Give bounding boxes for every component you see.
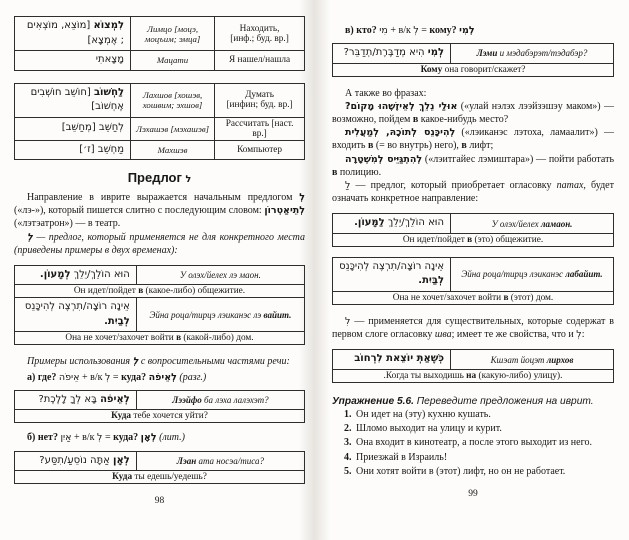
text-run: и мэдабэрэт/тэдабэр? [497,48,588,59]
preposition-note [14,231,305,257]
translit-cell: У олэх/йелех лэ маон. [136,265,304,285]
hebrew-sentence: הִיא מְדַבֶּרֶת/תְדַבֵּר? [343,47,428,59]
item-number: 4. [344,451,352,463]
exercise-item-5 [332,465,614,479]
text-run: Примеры использования [27,356,133,368]
text-run: — предлог, который применяется не для конкретного места (приведены примеры в двух временах): [14,231,305,256]
russian-line: [инфин; буд. вр.] [226,100,293,110]
lamed-letter: לִ [345,315,351,327]
hebrew-word: אַיִן [60,432,72,444]
text-run: + в/к [74,432,95,444]
table-row [333,44,614,64]
table-row [333,350,614,370]
text-run: тебе хочется уйти? [131,411,208,422]
page-number-left: 98 [154,496,165,506]
item-text: Она входит в кинотеатр, а после этого выходит из него. [353,437,592,449]
hebrew-cell [15,451,137,471]
hebrew-cell: מַחְשֵׁב [ז׳] [15,140,131,160]
text-run: ты едешь/уедешь? [132,472,207,482]
russian-cell [215,83,305,117]
text-run: ба лэха лалэхэт? [201,395,269,406]
verb-table-think [14,83,305,161]
hebrew-word: לְבַּיִת. [418,275,445,287]
hebrew-forms: [מוֹצֵא, מוֹצְאִים ; אֶמְצָא] [26,20,124,46]
exercise-item-4 [332,451,614,465]
hebrew-word: לְבַיִת. [104,315,130,327]
lamed-letter: לַ [345,180,351,191]
heading-text: Предлог [127,170,186,185]
text-run: ата носэа/тиса? [196,455,264,466]
example-table-lemi [332,43,614,77]
translit-cell: Лахшов [хошэв, хошвим; эхшов] [131,83,215,117]
text-run: + в/к [82,371,103,383]
hebrew-word: לְאֵיפֹה [100,393,130,405]
bold-word: в [461,140,467,152]
register-note: (лит.) [159,432,185,444]
text-run: («лэ-»), который пишется слитно с последующим словом: [14,205,265,217]
text-run: Она не хочет/захочет войти [65,333,177,344]
lamed-letter: לְ [413,25,419,36]
item-text: Шломо выходит на улицу и курит. [353,423,502,435]
table-row [333,291,614,304]
lamed-letter: לְ [576,329,582,341]
text-run: с вопросительными частями речи: [138,356,290,368]
text-run: : [581,329,585,341]
translit-cell [451,257,614,291]
exercise-item-3 [332,436,614,450]
russian-line: [инф.; буд. вр.] [230,33,289,44]
translit-cell [451,350,614,370]
item-text: Он идет на (эту) кухню кушать. [353,409,491,420]
hebrew-verb: לַחְשׁוֹב [93,86,124,98]
hebrew-phrase: לְהִתְגַּיֵּיס לְמִשְׁטָרָה [345,153,423,165]
hebrew-word: מִי [379,25,388,36]
exercise-item-2 [332,422,614,436]
table-row [15,51,305,71]
question-line-b [14,431,305,444]
hebrew-cell [333,350,451,370]
bold-word: на [466,370,477,381]
hebrew-sentence: אֵינָה רוֹצָה/תִרְצֶה לְהִיכָּנֵס [339,260,445,272]
text-run: Он идет/пойдет [402,234,468,245]
hebrew-cell [15,265,137,285]
hebrew-cell [333,257,451,291]
russian-cell: Рассчитать [наст. вр.] [215,117,305,140]
text-run: (какую-либо) улицу). [476,370,563,381]
russian-cell: Я нашел/нашла [215,51,305,71]
vowel-name: патах [556,180,584,191]
item-label: а) [27,371,36,383]
example-table-lirhov [332,349,614,383]
text-run: Кшэат йоцэт [490,354,547,365]
hebrew-sentence: כְּשֶׁאַתְּ יוֹצֵאת לִרְחוֹב [354,353,445,365]
translit-cell [136,390,304,410]
text-run: лифт; [466,140,494,152]
item-text: Приезжай в Израиль! [353,451,448,463]
translit-cell: Махшэв [131,140,215,160]
russian-line: Думать [245,90,274,100]
hebrew-cell [15,83,131,117]
russian-cell [215,17,305,51]
text-run: ; имеет те же свойства, что и [451,329,577,341]
translit-cell [136,298,304,332]
translit-cell: Лэхашэв [мэхашэв] [131,117,215,140]
hebrew-cell: לְחַשֵּׁב [מְחַשֵּׁב] [15,117,131,140]
phrase-3 [332,153,614,179]
russian-cell [15,471,305,484]
russian-cell [15,332,305,345]
table-row [333,233,614,246]
text-run: она говорит/скажет? [442,64,526,75]
text-run: («лэиканэс лэтоха, ламаалит») — входить [332,127,614,152]
register-note: (разг.) [179,371,207,383]
russian-cell: Компьютер [215,140,305,160]
table-row [333,257,614,291]
example-table-dormitory [14,265,305,346]
lamed-letter: לְ [27,231,33,243]
lamed-letter: לְ [132,356,139,368]
table-row [333,63,614,76]
item-label: в) [345,25,354,36]
table-row [15,17,305,51]
example-table-labait [332,257,614,305]
item-text: Они хотят войти в (этот) лифт, но он не работает. [353,465,566,477]
hebrew-verb: לִמְצוֹא [93,20,124,31]
exercise-heading [332,395,614,408]
hebrew-phrase: לְהִיכָּנֵס לְתוֹכָהּ, לְמַעֲלִית [345,127,456,139]
translit-cell: Лимцо [моцэ, моцъим; эмца] [131,17,215,51]
bold-word: лирхов [546,354,574,365]
text-run: полицию. [337,166,382,178]
translit-cell [451,214,614,234]
text-run: — применяется для существительных, которые содержат в первом слоге огласовку [332,315,614,341]
bold-word: вайит. [263,309,292,320]
hebrew-word: לְמִי [427,47,445,59]
text-run: (это) общежитие. [472,234,544,245]
text-run: («лэтэатрон») — в театр. [14,218,121,230]
page-number-right: 99 [468,488,478,499]
hebrew-word: לְתֵיאַטְרוֹן [264,205,305,217]
text-run: + в/к [390,25,411,36]
lamed-letter: ל [185,174,192,185]
table-row [15,471,305,484]
bold-word: Куда [112,472,133,482]
item-number: 1. [344,409,352,420]
question-word: куда? [113,432,139,444]
text-run: («улай нэлэх лээйзэшэу маком») — возможно, пойдем [332,100,614,126]
vowel-name: шва [434,329,452,341]
text-run: («лэитгайес лэмиштара») — пойти работать [422,153,615,165]
hebrew-cell [333,214,451,234]
russian-cell [15,410,305,423]
phrase-2 [332,126,614,152]
hebrew-word: לְמִי [459,25,475,36]
text-run: Он идет/пойдет [73,286,139,297]
hebrew-sentence: אַתָּה נוֹסֵעַ/תִסַּע? [39,454,114,466]
bold-word: лабайит. [565,269,603,280]
russian-cell [15,285,305,298]
hebrew-cell: מָצָאתִי [15,51,131,71]
translit-cell [451,44,614,64]
text-run: У олэх/йелех [491,218,541,229]
hebrew-sentence: בָּא לְךָ לָלֶכֶת? [38,393,101,405]
text-run: (этот) дом. [508,292,554,303]
phrases-intro: А также во фразах: [345,87,427,99]
text-run: = [421,25,427,36]
hebrew-word: לַמָּעוֹן. [354,217,385,229]
bold-word: в [467,234,473,245]
hebrew-sentence: הוּא הוֹלֵךְ/יֵלֵךְ [384,217,445,229]
hebrew-cell [15,17,131,51]
text-run: .Когда ты выходишь [383,370,467,381]
russian-cell [333,63,614,76]
exercise-number: Упражнение 5.6. [332,395,414,407]
intro-paragraph [14,191,305,231]
exercise-item-1 [332,408,614,422]
table-row [15,390,305,410]
phrase-1 [332,100,614,126]
question-line-a [14,371,305,384]
table-row [15,298,305,332]
table-row [15,83,305,117]
verb-table-find [14,16,305,71]
hebrew-forms: [חוֹשֵׁב חוֹשְׁבִים אֶחְשׁוֹב] [30,86,124,112]
table-row [15,451,305,471]
bold-word: Лэан [176,455,197,466]
question-word: кому? [429,25,457,36]
bold-word: в [503,292,509,303]
text-run: (какое-либо) общежитие. [143,286,246,297]
hebrew-word: אֵיפֹה [58,371,80,383]
text-run: = [104,432,111,444]
lamed-letter: לְ [97,432,103,444]
hebrew-sentence: הוּא הוֹלֵךְ/יֵלֵךְ [70,268,130,280]
lamed-letter: לְ [105,371,111,383]
item-number: 3. [344,437,352,449]
text-run: (= во внутрь) него), [373,140,462,152]
bold-word: Лээйфо [172,395,202,406]
hebrew-word: לְאֵיפֹה [148,371,177,383]
hebrew-cell [333,44,451,64]
bold-word: в [138,286,144,297]
bold-word: в [367,140,374,152]
question-word: нет? [37,432,58,444]
table-row [15,332,305,345]
table-row [15,410,305,423]
russian-line: Находить, [239,23,280,34]
bold-word: в [412,114,419,126]
table-row [333,214,614,234]
text-run: Эйна роца/тирцэ лэиканэс [461,269,566,280]
hebrew-sentence: אֵינָה רוֹצָה/תִרְצֶה לְהִיכָּנֵס [24,301,130,313]
question-word: кто? [356,25,377,36]
hebrew-word: לְמָעוֹן. [39,268,71,280]
examples-intro [14,355,305,368]
question-word: где? [37,371,57,383]
text-run: (какой-либо) дом. [181,333,254,344]
item-number: 5. [344,465,352,477]
text-run: Направление в иврите выражается начальным предлогом [27,192,300,203]
table-row [333,369,614,382]
hebrew-phrase: אוּלַי נֵלֵךְ לְאֵיזֶשֶׁהוּ מָקוֹם? [345,100,458,112]
patach-note [332,179,614,205]
bold-word: в [176,333,182,344]
item-number: 2. [344,423,352,435]
page-right [314,0,628,540]
shva-note [332,315,614,341]
text-run: — предлог, который приобретает огласовку [350,180,557,191]
bold-word: Кому [420,64,443,75]
section-heading [14,170,305,185]
example-table-lean [14,451,305,485]
table-row [15,285,305,298]
russian-cell [333,369,614,382]
table-row [15,140,305,160]
russian-cell [333,233,614,246]
lamed-letter: לְ [299,192,305,203]
table-row [15,117,305,140]
hebrew-cell [15,390,137,410]
hebrew-cell [15,298,137,332]
russian-cell [333,291,614,304]
hebrew-word: לְאָן [140,432,157,444]
question-line-v [332,24,614,37]
text-run: Эйна роца/тирцэ лэиканэс лэ [149,309,264,320]
page-left [0,0,314,540]
bold-word: Лэми [476,48,498,59]
text-run: какое-нибудь место? [418,114,509,126]
hebrew-word: לְאָן [113,454,130,466]
bold-word: в [332,166,338,178]
text-run: , будет означать конкретное направление: [332,180,614,205]
bold-word: ламаон. [540,218,573,229]
bold-word: Куда [111,411,132,422]
example-table-where-to [14,390,305,424]
table-row [15,265,305,285]
question-word: куда? [121,371,147,383]
text-run: = [112,371,119,383]
item-label: б) [27,432,36,444]
example-table-lamaon [332,213,614,247]
translit-cell: Мацати [131,51,215,71]
exercise-instruction: Переведите предложения на иврит. [413,395,594,407]
translit-cell [136,451,304,471]
text-run: Она не хочет/захочет войти [392,292,504,303]
